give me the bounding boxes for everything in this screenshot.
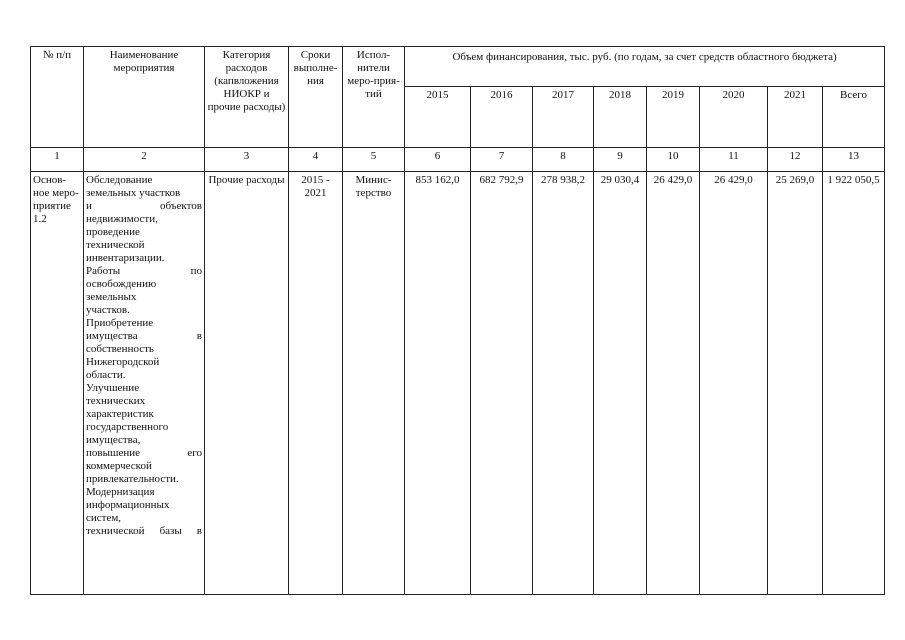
row-terms: 2015 - 2021 bbox=[289, 172, 343, 595]
header-year: 2016 bbox=[471, 87, 533, 148]
row-num: Основ-ное меро-приятие 1.2 bbox=[31, 172, 84, 595]
header-year: 2021 bbox=[768, 87, 823, 148]
row-name-line: недвижимости, bbox=[86, 213, 158, 225]
row-name-line: инвентаризации. bbox=[86, 252, 165, 264]
row-executors: Минис-терство bbox=[343, 172, 405, 595]
row-name-line: проведение bbox=[86, 226, 140, 238]
header-funding: Объем финансирования, тыс. руб. (по годам, за счет средств областного бюджета) bbox=[405, 47, 885, 87]
row-name-line: собственность bbox=[86, 343, 154, 355]
header-year: 2017 bbox=[533, 87, 594, 148]
header-name: Наименование мероприятия bbox=[84, 47, 205, 148]
header-year: 2015 bbox=[405, 87, 471, 148]
header-executors: Испол-нители меро-прия-тий bbox=[343, 47, 405, 148]
column-number: 9 bbox=[594, 148, 647, 172]
row-name-line: освобождению bbox=[86, 278, 157, 290]
row-name-line: имущества, bbox=[86, 434, 141, 446]
row-value: 278 938,2 bbox=[533, 172, 594, 595]
row-name-line: области. bbox=[86, 369, 126, 381]
row-name-line: технической bbox=[86, 239, 145, 251]
header-category: Категория расходов (капвложения НИОКР и прочие расходы) bbox=[205, 47, 289, 148]
column-number: 4 bbox=[289, 148, 343, 172]
column-number: 12 bbox=[768, 148, 823, 172]
row-name-line: Нижегородской bbox=[86, 356, 160, 368]
row-name-line: привлекательности. bbox=[86, 473, 179, 485]
column-number: 5 bbox=[343, 148, 405, 172]
column-numbers-row bbox=[31, 148, 885, 172]
column-number: 3 bbox=[205, 148, 289, 172]
row-category: Прочие расходы bbox=[205, 172, 289, 595]
header-row bbox=[31, 47, 885, 87]
row-name-line: участков. bbox=[86, 304, 130, 316]
row-name-line: Улучшение bbox=[86, 382, 140, 394]
column-number: 8 bbox=[533, 148, 594, 172]
funding-table bbox=[30, 46, 885, 595]
row-name-line: систем, bbox=[86, 512, 122, 524]
row-name-line: Обследование земельных участков bbox=[86, 174, 181, 199]
row-name-line: государственного bbox=[86, 421, 169, 433]
column-number: 6 bbox=[405, 148, 471, 172]
row-name-line: имущества в bbox=[86, 330, 202, 342]
row-name-line: Работы по bbox=[86, 265, 202, 277]
header-year: 2019 bbox=[647, 87, 700, 148]
row-total: 1 922 050,5 bbox=[823, 172, 885, 595]
header-terms: Сроки выполне-ния bbox=[289, 47, 343, 148]
row-name-line: Приобретение bbox=[86, 317, 154, 329]
row-value: 29 030,4 bbox=[594, 172, 647, 595]
row-value: 26 429,0 bbox=[700, 172, 768, 595]
row-name-line: земельных bbox=[86, 291, 137, 303]
row-name-line: Модернизация bbox=[86, 486, 155, 498]
header-num: № п/п bbox=[31, 47, 84, 148]
row-name bbox=[84, 172, 205, 595]
row-value: 853 162,0 bbox=[405, 172, 471, 595]
column-number: 7 bbox=[471, 148, 533, 172]
row-name-line: характеристик bbox=[86, 408, 154, 420]
row-name-line: технических bbox=[86, 395, 146, 407]
row-name-line: информационных bbox=[86, 499, 170, 511]
header-total: Всего bbox=[823, 87, 885, 148]
row-name-line: повышение его bbox=[86, 447, 202, 459]
row-value: 682 792,9 bbox=[471, 172, 533, 595]
table-row bbox=[31, 172, 885, 595]
header-year: 2020 bbox=[700, 87, 768, 148]
row-name-line: коммерческой bbox=[86, 460, 152, 472]
column-number: 10 bbox=[647, 148, 700, 172]
column-number: 1 bbox=[31, 148, 84, 172]
row-name-line: технической базы в bbox=[86, 525, 202, 537]
row-value: 25 269,0 bbox=[768, 172, 823, 595]
column-number: 13 bbox=[823, 148, 885, 172]
row-name-text bbox=[86, 174, 202, 538]
header-year: 2018 bbox=[594, 87, 647, 148]
row-name-line: и объектов bbox=[86, 200, 202, 212]
row-value: 26 429,0 bbox=[647, 172, 700, 595]
column-number: 11 bbox=[700, 148, 768, 172]
column-number: 2 bbox=[84, 148, 205, 172]
